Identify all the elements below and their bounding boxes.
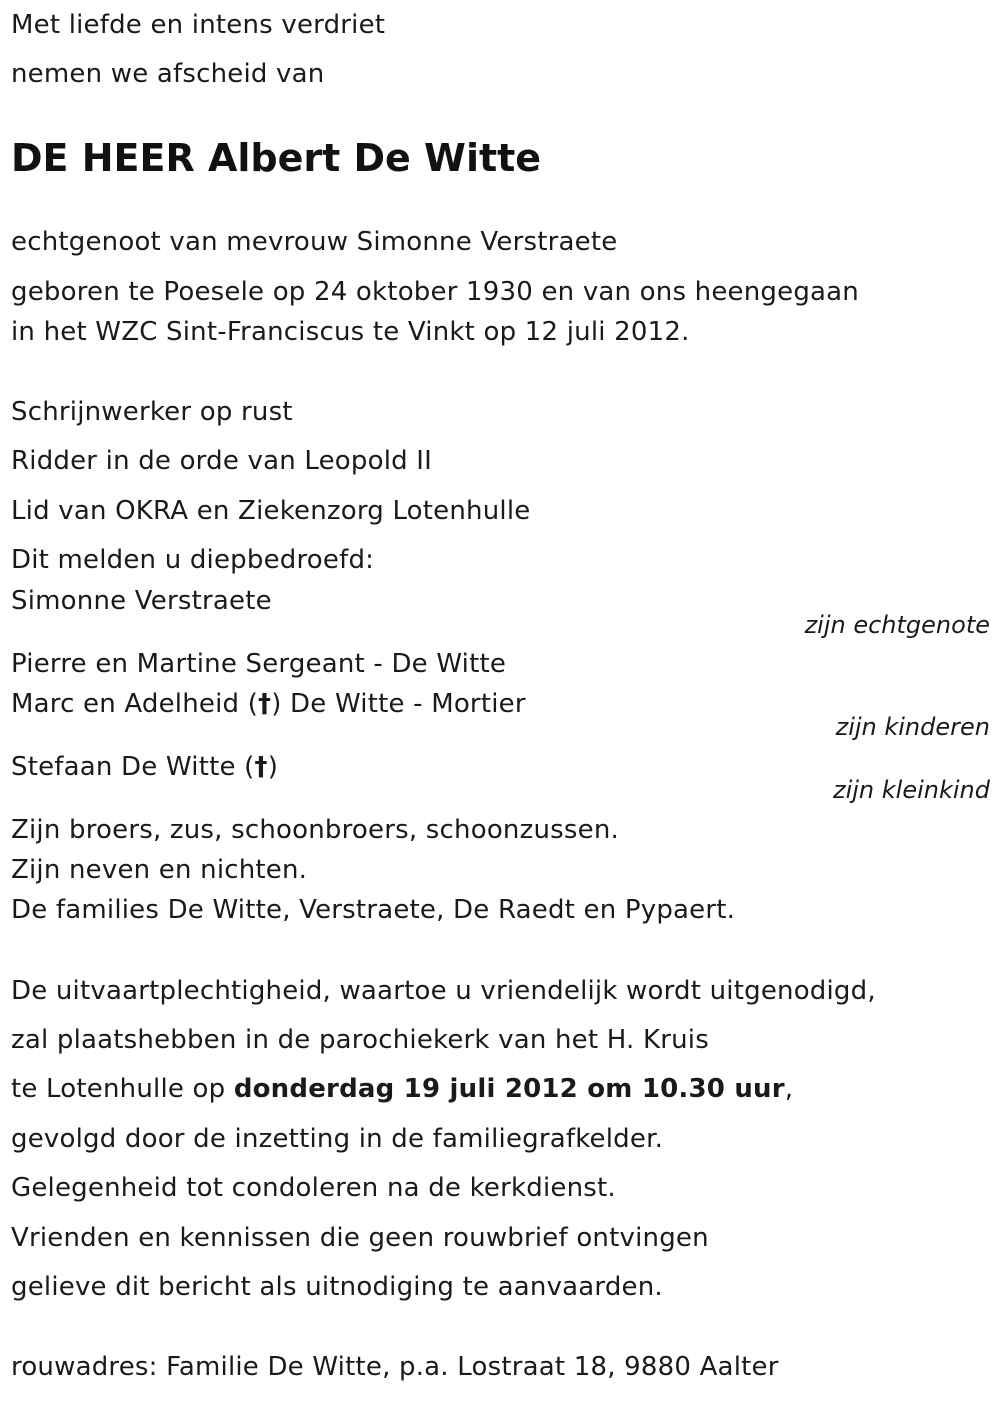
funeral-date-time: donderdag 19 juli 2012 om 10.30 uur: [233, 1074, 785, 1104]
funeral-line-7: gelieve dit bericht als uitnodiging te aanvaarden.: [11, 1272, 663, 1302]
family-line-2: Zijn neven en nichten.: [11, 855, 308, 885]
mourners-intro: Dit melden u diepbedroefd:: [11, 545, 375, 575]
family-line-1: Zijn broers, zus, schoonbroers, schoonzussen.: [11, 815, 619, 845]
title-line-occupation: Schrijnwerker op rust: [11, 397, 293, 427]
deceased-cross-icon: †: [258, 689, 272, 719]
mourner-grandchild: Stefaan De Witte (†): [11, 752, 279, 782]
funeral-line-3: te Lotenhulle op donderdag 19 juli 2012 om 10.30 uur,: [11, 1074, 794, 1104]
mourner-grandchild-role: zijn kleinkind: [833, 776, 990, 804]
funeral-line-4: gevolgd door de inzetting in de familiegrafkelder.: [11, 1124, 664, 1154]
mourner-spouse-role: zijn echtgenote: [804, 611, 990, 639]
mourner-children-role: zijn kinderen: [835, 713, 990, 741]
funeral-line-6: Vrienden en kennissen die geen rouwbrief ontvingen: [11, 1223, 709, 1253]
funeral-line-2: zal plaatshebben in de parochiekerk van het H. Kruis: [11, 1025, 709, 1055]
birth-death-line-1: geboren te Poesele op 24 oktober 1930 en van ons heengegaan: [11, 277, 859, 307]
birth-death-line-2: in het WZC Sint-Franciscus te Vinkt op 12 juli 2012.: [11, 317, 690, 347]
deceased-name: DE HEER Albert De Witte: [11, 136, 542, 180]
intro-line-1: Met liefde en intens verdriet: [11, 10, 386, 40]
mourner-spouse-name: Simonne Verstraete: [11, 586, 272, 616]
family-line-3: De families De Witte, Verstraete, De Raedt en Pypaert.: [11, 895, 736, 925]
deceased-cross-icon: †: [254, 752, 268, 782]
spouse-line: echtgenoot van mevrouw Simonne Verstraete: [11, 227, 618, 257]
funeral-line-1: De uitvaartplechtigheid, waartoe u vriendelijk wordt uitgenodigd,: [11, 976, 876, 1006]
title-line-honour: Ridder in de orde van Leopold II: [11, 446, 433, 476]
title-line-membership: Lid van OKRA en Ziekenzorg Lotenhulle: [11, 496, 531, 526]
mourner-child-1: Pierre en Martine Sergeant - De Witte: [11, 649, 507, 679]
mourning-address: rouwadres: Familie De Witte, p.a. Lostraat 18, 9880 Aalter: [11, 1352, 779, 1382]
intro-line-2: nemen we afscheid van: [11, 59, 325, 89]
mourner-child-2: Marc en Adelheid (†) De Witte - Mortier: [11, 689, 526, 719]
funeral-line-5: Gelegenheid tot condoleren na de kerkdienst.: [11, 1173, 616, 1203]
